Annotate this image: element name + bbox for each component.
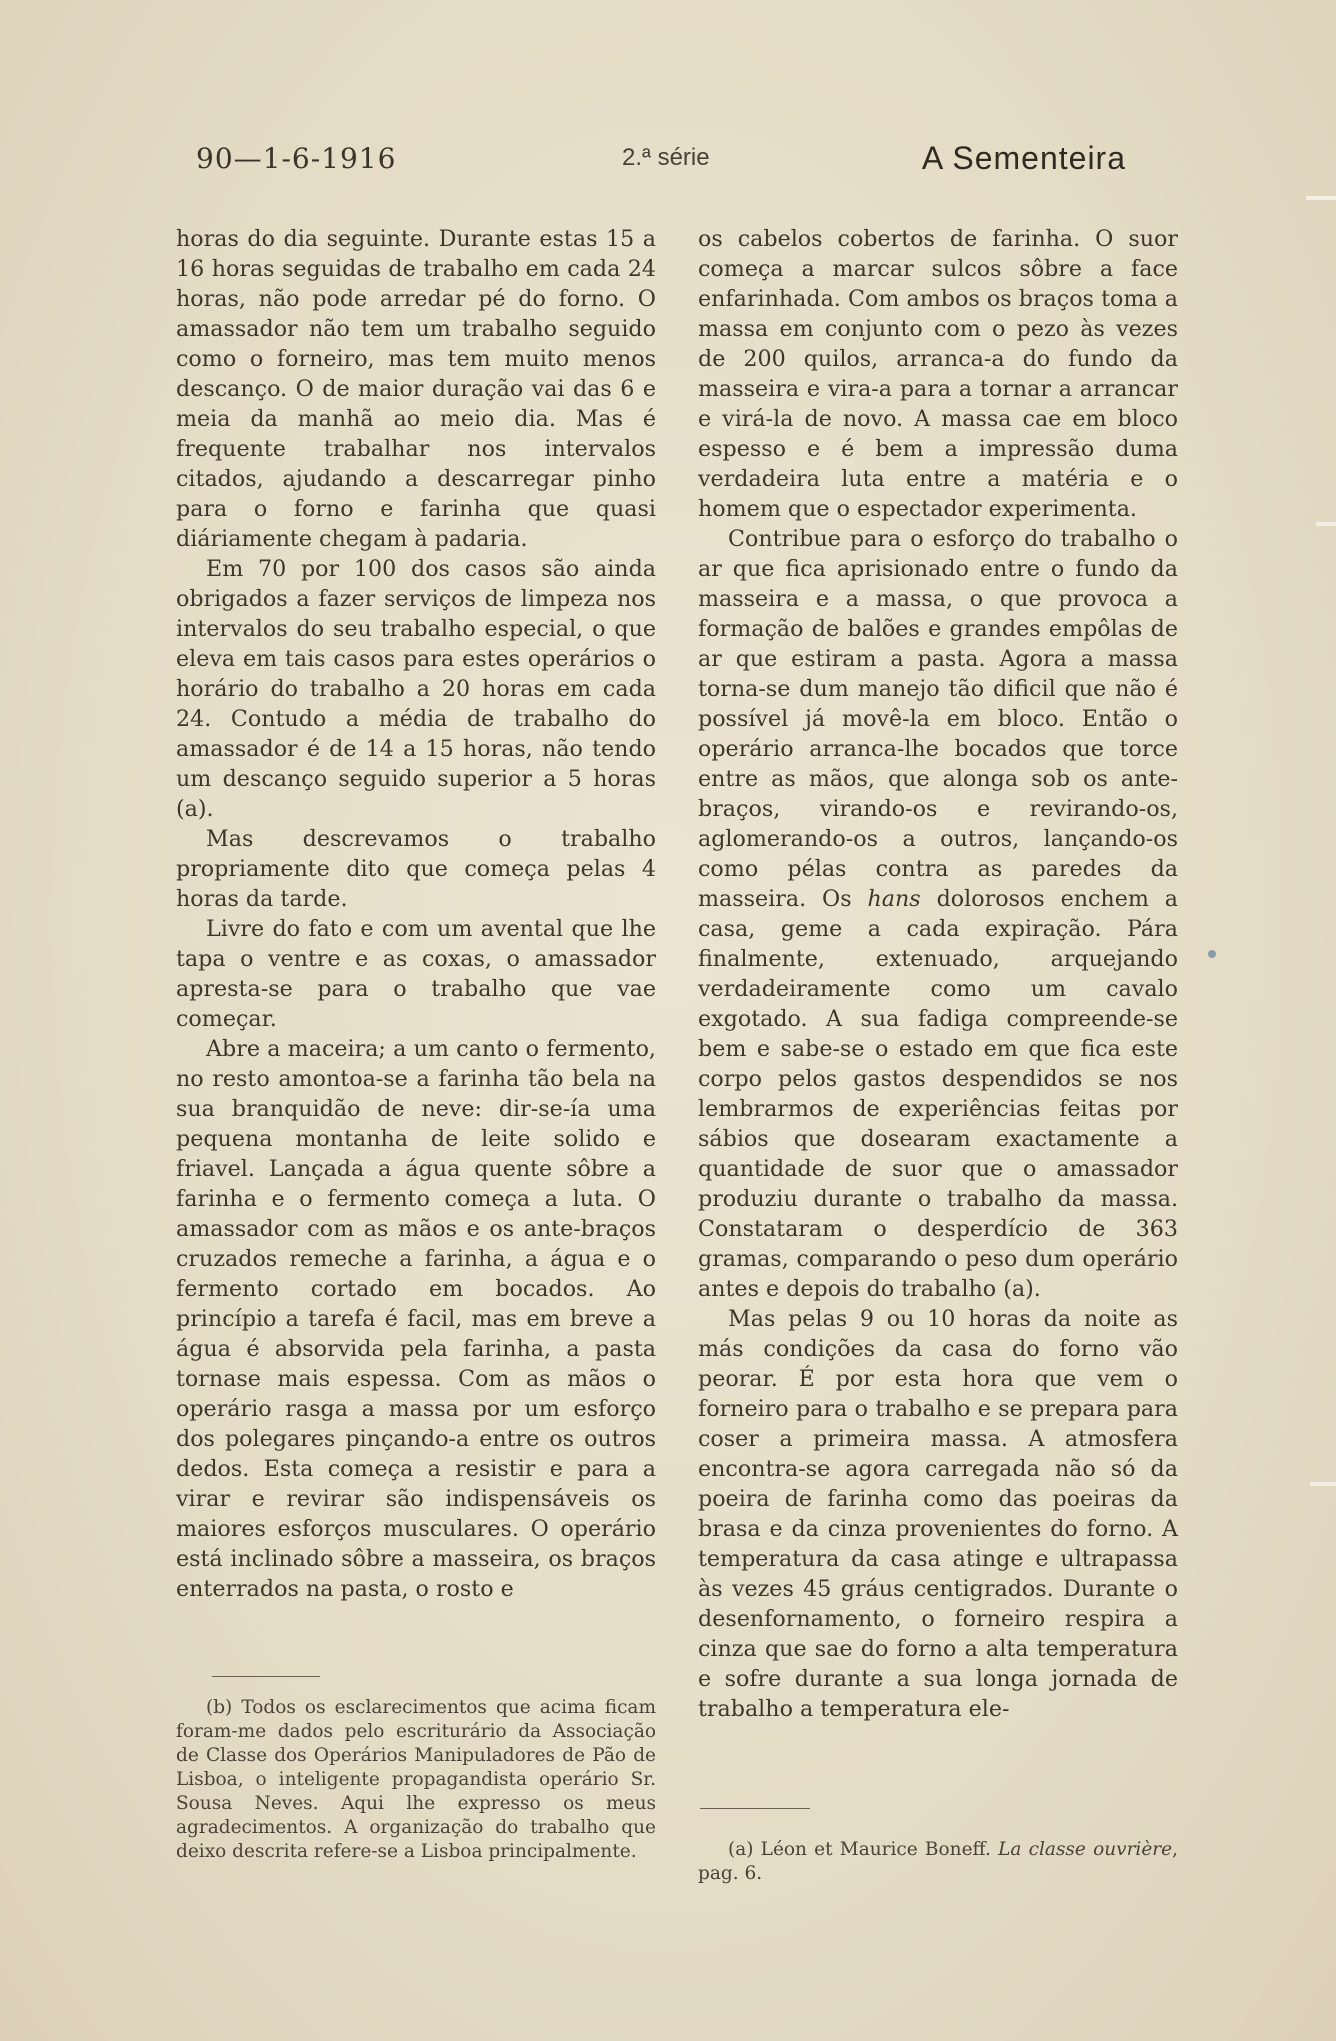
left-paragraph-2: Em 70 por 100 dos casos são ainda obrigados a fazer serviços de limpeza nos intervalos do seu trabalho especial, o que eleva em tais casos para estes operários o horário do trabalho a 20 horas em cada 24. Contudo a média de trabalho do amassador é de 14 a 15 horas, não tendo um descanço seguido superior a 5 horas (a). — [176, 556, 656, 822]
left-column — [176, 224, 656, 1604]
edge-wear-mark — [1310, 1482, 1336, 1486]
right-paragraph-2-rest: dolorosos enchem a casa, geme a cada expiração. Pára finalmente, extenuado, arquejando verdadeiramente como um cavalo exgotado. A sua fadiga compreende-se bem e sabe-se o estado em que fica este corpo pelos gastos despendidos se nos lembrarmos de experiências feitas por sábios que dosearam exactamente a quantidade de suor que o amassador produziu durante o trabalho da massa. Constataram o desperdício de 363 gramas, comparando o peso dum operário antes e depois do trabalho (a). — [698, 886, 1178, 1302]
footnote-book-title: La classe ouvrière — [998, 1839, 1173, 1860]
left-footnote-rule — [212, 1676, 320, 1677]
left-footnote-text: (b) Todos os esclarecimentos que acima ficam foram-me dados pelo escriturário da Associação de Classe dos Operários Manipuladores de Pão de Lisboa, o inteligente propagandista operário Sr. Sousa Neves. Aqui lhe expresso os meus agradecimentos. A organização do trabalho que deixo descrita refere-se a Lisboa principalmente. — [176, 1697, 656, 1862]
right-paragraph-3: Mas pelas 9 ou 10 horas da noite as más condições da casa do forno vão peorar. É por esta hora que vem o forneiro para o trabalho e se prepara para coser a primeira massa. A atmosfera encontra-se agora carregada não só da poeira de farinha como das poeiras da brasa e da cinza provenientes do forno. A temperatura da casa atinge e ultrapassa às vezes 45 gráus centigrados. Durante o desenfornamento, o forneiro respira a cinza que sae do forno a alta temperatura e sofre durante a sua longa jornada de trabalho a temperatura ele- — [698, 1306, 1178, 1722]
right-footnote-text — [698, 1838, 1178, 1886]
right-paragraph-2-italic: hans — [867, 886, 921, 912]
footnote-author: (a) Léon et Maurice Boneff. — [728, 1839, 999, 1860]
right-paragraph-2-text: Contribue para o esforço do trabalho o ar que fica aprisionado entre o fundo da masseira e a massa, o que provoca a formação de balões e grandes empôlas de ar que estiram a pasta. Agora a massa torna-se dum manejo tão dificil que não é possível já movê-la em bloco. Então o operário arranca-lhe bocados que torce entre as mãos, que alonga sob os ante-braços, virando-os e revirando-os, aglomerando-os a outros, lançando-os como pélas contra as paredes da masseira. Os — [698, 526, 1178, 912]
left-paragraph-4: Livre do fato e com um avental que lhe tapa o ventre e as coxas, o amassador apresta-se para o trabalho que vae começar. — [176, 916, 656, 1032]
ink-speck — [1208, 950, 1216, 958]
left-paragraph-3: Mas descrevamos o trabalho propriamente dito que começa pelas 4 horas da tarde. — [176, 826, 656, 912]
edge-wear-mark — [1306, 196, 1336, 200]
right-footnote-rule — [700, 1808, 810, 1809]
issue-date: 90—1-6-1916 — [196, 142, 397, 175]
left-paragraph-5: Abre a maceira; a um canto o fermento, no resto amontoa-se a farinha tão bela na sua branquidão de neve: dir-se-ía uma pequena montanha de leite solido e friavel. Lançada a água quente sôbre a farinha e o fermento começa a luta. O amassador com as mãos e os ante-braços cruzados remeche a farinha, a água e o fermento cortado em bocados. Ao princípio a tarefa é facil, mas em breve a água é absorvida pela farinha, a pasta tornase mais espessa. Com as mãos o operário rasga a massa por um esforço dos polegares pinçando-a entre os outros dedos. Esta começa a resistir e para a virar e revirar são indispensáveis os maiores esforços musculares. O operário está inclinado sôbre a masseira, os braços enterrados na pasta, o rosto e — [176, 1036, 656, 1602]
left-paragraph-1: horas do dia seguinte. Durante estas 15 a 16 horas seguidas de trabalho em cada 24 horas, não pode arredar pé do forno. O amassador não tem um trabalho seguido como o forneiro, mas tem muito menos descanço. O de maior duração vai das 6 e meia da manhã ao meio dia. Mas é frequente trabalhar nos intervalos citados, ajudando a descarregar pinho para o forno e farinha que quasi diáriamente chegam à padaria. — [176, 226, 656, 552]
page-header — [196, 136, 1126, 180]
publication-title: A Sementeira — [921, 140, 1126, 176]
right-column — [698, 224, 1178, 1724]
right-paragraph-1: os cabelos cobertos de farinha. O suor começa a marcar sulcos sôbre a face enfarinhada. Com ambos os braços toma a massa em conjunto com o pezo às vezes de 200 quilos, arranca-a do fundo da masseira e vira-a para a tornar a arrancar e virá-la de novo. A massa cae em bloco espesso e é bem a impressão duma verdadeira luta entre a matéria e o homem que o espectador experimenta. — [698, 226, 1178, 522]
footnote-page: , pag. 6. — [698, 1839, 1178, 1884]
left-footnote — [176, 1696, 656, 1864]
edge-wear-mark — [1316, 522, 1336, 526]
series-label: 2.ª série — [622, 144, 710, 171]
right-paragraph-2 — [698, 524, 1178, 1304]
right-footnote — [698, 1838, 1178, 1886]
